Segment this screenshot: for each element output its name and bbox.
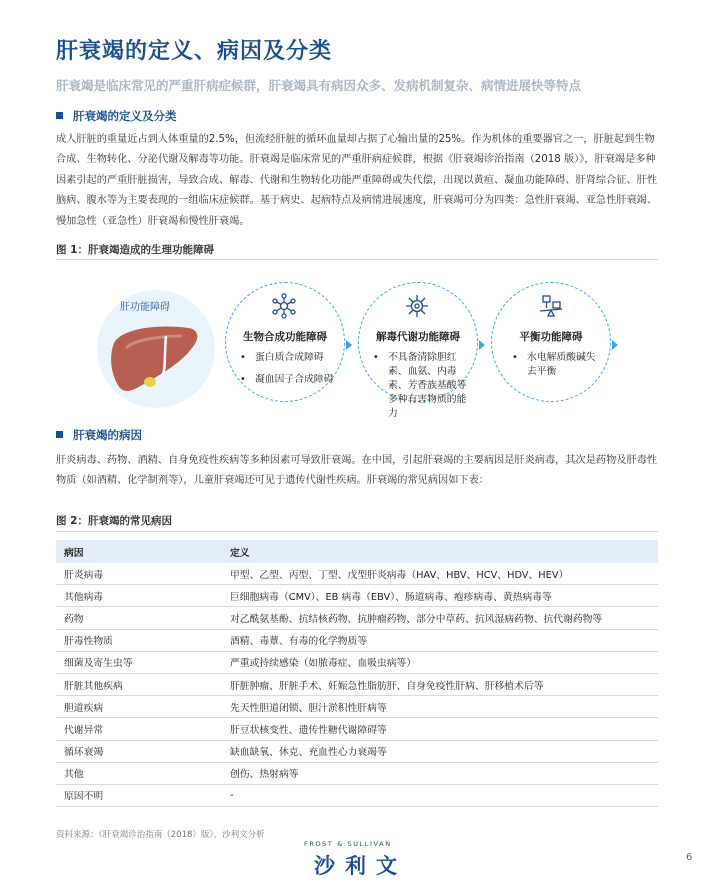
cause-cell: 原因不明 — [56, 784, 222, 806]
figure1-title: 图 1：肝衰竭造成的生理功能障碍 — [56, 244, 214, 256]
bullet-square-icon — [56, 431, 63, 438]
definition-cell: 对乙酰氨基酚、抗结核药物、抗肿瘤药物、部分中草药、抗风湿病药物、抗代谢药物等 — [222, 607, 658, 629]
cause-cell: 肝炎病毒 — [56, 563, 222, 585]
definition-paragraph: 成人肝脏的重量近占到人体重量的2.5%，但流经肝脏的循环血量却占据了心输出量的25%。作为机体的重要器官之一，肝脏起到生物合成、生物转化、分泌代谢及解毒等功能。肝衰竭是临床常见的严重肝病症候群，根据《肝衰竭诊治指南（2018 版）》，肝衰竭是多种因素引起的严重肝脏损害，导致合成、解毒、代谢和生物转化功能严重障碍或失代偿，出现以黄疸、凝血功能障碍、肝肾综合征、肝性脑病、腹水等为主要表现的一组临床症候群。基于病史、起病特点及病情进展速度，肝衰竭可分为四类：急性肝衰竭、亚急性肝衰竭、慢加急性（亚急性）肝衰竭和慢性肝衰竭。 — [56, 134, 658, 227]
table-header-row — [56, 540, 658, 563]
definition-cell: 肝豆状核变性、遗传性糖代谢障碍等 — [222, 718, 658, 740]
table-row — [56, 607, 658, 629]
cause-cell: 胆道疾病 — [56, 696, 222, 718]
cause-cell: 药物 — [56, 607, 222, 629]
page-subtitle: 肝衰竭是临床常见的严重肝病症候群，肝衰竭具有病因众多、发病机制复杂、病情进展快等特点 — [56, 78, 582, 93]
definition-cell: - — [222, 784, 658, 806]
logo-english: FROST & SULLIVAN — [304, 840, 392, 848]
page-number: 6 — [686, 852, 693, 863]
divider — [56, 531, 658, 532]
section-heading-definition: 肝衰竭的定义及分类 — [56, 108, 177, 124]
cause-cell: 循环衰竭 — [56, 740, 222, 762]
page-title: 肝衰竭的定义、病因及分类 — [56, 39, 333, 64]
molecule-network-icon — [271, 293, 297, 319]
definition-cell: 酒精、毒蕈、有毒的化学物质等 — [222, 629, 658, 651]
logo-chinese: 沙利文 — [314, 854, 407, 878]
gear-hub-icon — [404, 293, 430, 319]
table-row — [56, 784, 658, 806]
cause-cell: 代谢异常 — [56, 718, 222, 740]
figure2-title: 图 2：肝衰竭的常见病因 — [56, 515, 172, 527]
cause-cell: 肝脏其他疾病 — [56, 673, 222, 695]
table-row — [56, 673, 658, 695]
balance-item: • 水电解质酸碱失去平衡 — [512, 352, 596, 377]
source-note: 资料来源：《肝衰竭诊治指南（2018）版》，沙利文分析 — [56, 830, 265, 840]
definition-cell: 严重或持续感染（如脓毒症、血吸虫病等） — [222, 651, 658, 673]
table-row — [56, 696, 658, 718]
definition-cell: 肝脏肿瘤、肝脏手术、妊娠急性脂肪肝、自身免疫性肝病、肝移植术后等 — [222, 673, 658, 695]
cause-cell: 肝毒性物质 — [56, 629, 222, 651]
cause-cell: 细菌及寄生虫等 — [56, 651, 222, 673]
cause-cell: 其他病毒 — [56, 585, 222, 607]
definition-cell: 先天性胆道闭锁、胆汁淤积性肝病等 — [222, 696, 658, 718]
synthesis-title: 生物合成功能障碍 — [243, 331, 327, 343]
cause-cell: 其他 — [56, 762, 222, 784]
table-row — [56, 740, 658, 762]
section-heading-causes: 肝衰竭的病因 — [56, 427, 142, 443]
synthesis-item: • 蛋白质合成障碍 — [240, 352, 324, 363]
table-row — [56, 585, 658, 607]
table-row — [56, 718, 658, 740]
table-row — [56, 563, 658, 585]
definition-cell: 巨细胞病毒（CMV）、EB 病毒（EBV）、肠道病毒、疱疹病毒、黄热病毒等 — [222, 585, 658, 607]
table-row — [56, 762, 658, 784]
causes-paragraph: 肝炎病毒、药物、酒精、自身免疫性疾病等多种因素可导致肝衰竭。在中国，引起肝衰竭的主要病因是肝炎病毒，其次是药物及肝毒性物质（如酒精、化学制剂等），儿童肝衰竭还可见于遗传代谢性疾病。肝衰竭的常见病因如下表： — [56, 455, 658, 487]
definition-cell: 缺血缺氧、休克、充血性心力衰竭等 — [222, 740, 658, 762]
balance-scale-icon — [538, 293, 564, 319]
definition-cell: 创伤、热射病等 — [222, 762, 658, 784]
table-row — [56, 651, 658, 673]
table-row — [56, 629, 658, 651]
liver-dysfunction-label: 肝功能障碍 — [120, 302, 170, 313]
definition-cell: 甲型、乙型、丙型、丁型、戊型肝炎病毒（HAV、HBV、HCV、HDV、HEV） — [222, 563, 658, 585]
column-header: 病因 — [56, 540, 222, 563]
detox-item: • 不具备清除胆红素、血氨、内毒素、芳香族基酸等多种有害物质的能力 — [373, 352, 467, 419]
balance-title: 平衡功能障碍 — [519, 331, 583, 343]
synthesis-item: • 凝血因子合成障碍 — [240, 374, 334, 385]
causes-table — [56, 540, 658, 807]
detox-title: 解毒代谢功能障碍 — [376, 331, 460, 343]
column-header: 定义 — [222, 540, 658, 563]
